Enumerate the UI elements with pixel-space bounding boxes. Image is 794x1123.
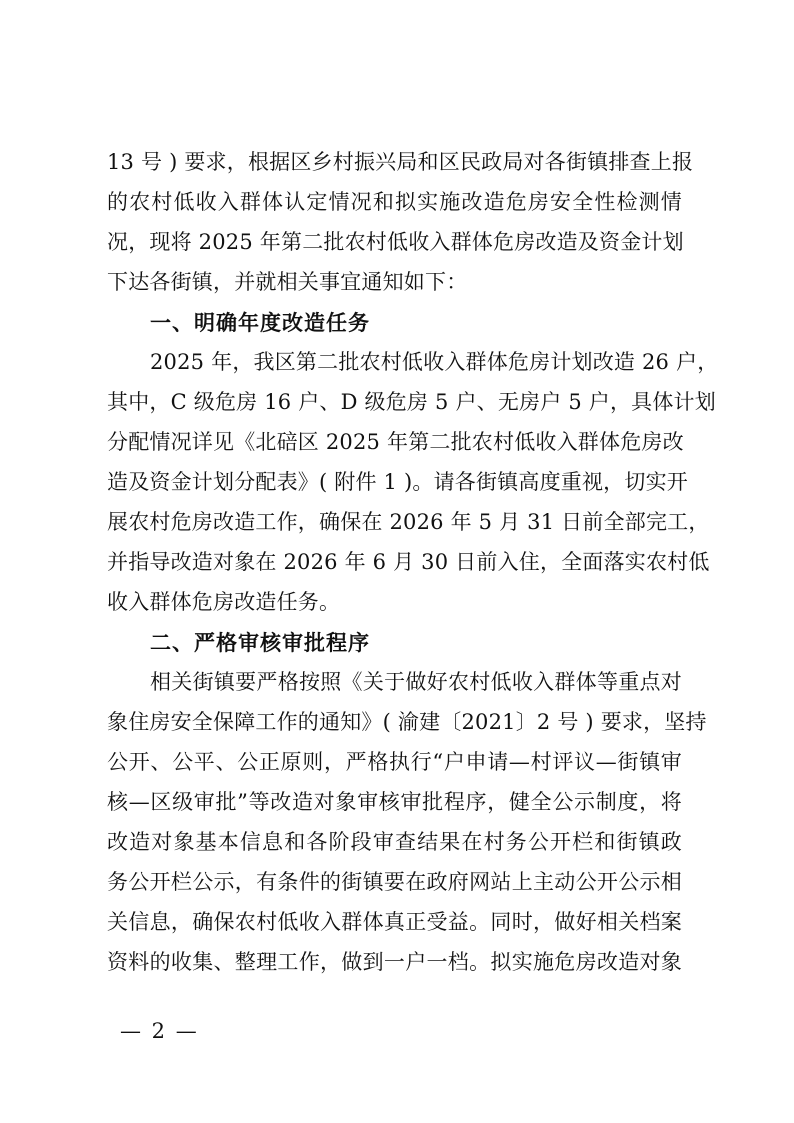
body-line: 13 号 ) 要求，根据区乡村振兴局和区民政局对各街镇排查上报 bbox=[107, 150, 694, 174]
section-heading-1: 一、明确年度改造任务 bbox=[150, 311, 370, 335]
section2-line: 资料的收集、整理工作，做到一户一档。拟实施危房改造对象 bbox=[107, 950, 682, 974]
section2-line: 公开、公平、公正原则，严格执行“户申请—村评议—街镇审 bbox=[107, 750, 682, 774]
section2-line: 关信息，确保农村低收入群体真正受益。同时，做好相关档案 bbox=[107, 910, 682, 934]
section2-line: 象住房安全保障工作的通知》( 渝建〔2021〕2 号 ) 要求，坚持 bbox=[107, 710, 707, 734]
section1-line: 2025 年，我区第二批农村低收入群体危房计划改造 26 户， bbox=[150, 350, 719, 374]
section-heading-2: 二、严格审核审批程序 bbox=[150, 631, 370, 655]
section1-line: 其中，C 级危房 16 户、D 级危房 5 户、无房户 5 户，具体计划 bbox=[107, 390, 716, 414]
section1-line: 收入群体危房改造任务。 bbox=[107, 590, 341, 614]
body-line: 况，现将 2025 年第二批农村低收入群体危房改造及资金计划 bbox=[107, 230, 684, 254]
section2-line: 相关街镇要严格按照《关于做好农村低收入群体等重点对 bbox=[150, 670, 682, 694]
section1-line: 并指导改造对象在 2026 年 6 月 30 日前入住，全面落实农村低 bbox=[107, 550, 710, 574]
section2-line: 务公开栏公示，有条件的街镇要在政府网站上主动公开公示相 bbox=[107, 870, 682, 894]
page-number: — 2 — bbox=[120, 1019, 199, 1043]
section2-line: 核—区级审批”等改造对象审核审批程序，健全公示制度，将 bbox=[107, 790, 682, 814]
body-line: 下达各街镇，并就相关事宜通知如下： bbox=[107, 270, 468, 294]
section1-line: 造及资金计划分配表》( 附件 1 )。请各街镇高度重视，切实开 bbox=[107, 470, 688, 494]
section1-line: 展农村危房改造工作，确保在 2026 年 5 月 31 日前全部完工， bbox=[107, 510, 710, 534]
section1-line: 分配情况详见《北碚区 2025 年第二批农村低收入群体危房改 bbox=[107, 430, 684, 454]
section2-line: 改造对象基本信息和各阶段审查结果在村务公开栏和街镇政 bbox=[107, 830, 682, 854]
body-line: 的农村低收入群体认定情况和拟实施改造危房安全性检测情 bbox=[107, 190, 682, 214]
